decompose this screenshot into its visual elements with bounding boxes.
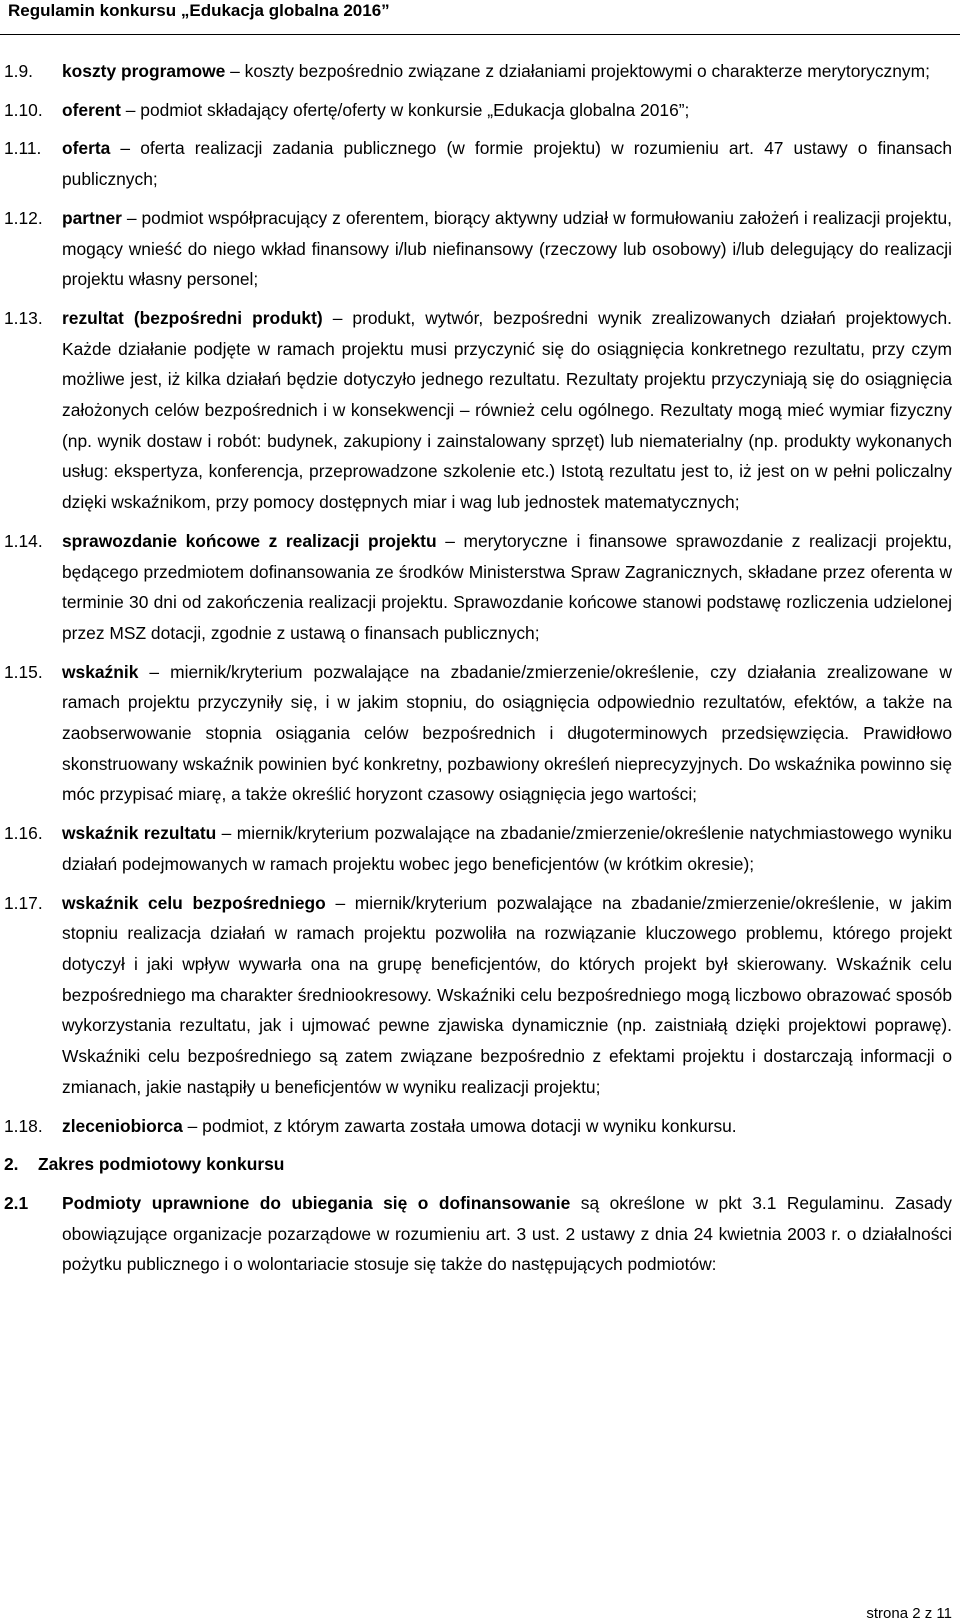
item-number: 1.10. <box>4 99 43 120</box>
term: rezultat (bezpośredni produkt) <box>62 307 323 328</box>
definition-1-14 <box>0 526 960 649</box>
item-number: 1.9. <box>4 61 34 81</box>
item-number: 2.1 <box>4 1192 29 1213</box>
definition-1-18 <box>0 1111 960 1142</box>
item-number: 1.12. <box>4 207 43 228</box>
term: oferent <box>62 99 121 120</box>
definition-text: – produkt, wytwór, bezpośredni wynik zrealizowanych działań projektowych. Każde działanie podjęte w ramach projektu musi przyczynić się do osiągnięcia konkretnego rezultatu, przy czym możliwe jest, iż kilka działań będzie dotyczyło jednego rezultatu. Rezultaty projektu przyczyniają się do osiągnięcia założonych celów bezpośrednich i w konsekwencji – również celu ogólnego. Rezultaty mogą mieć wymiar fizyczny (np. wynik dostaw i robót: budynek, zakupiony i zainstalowany sprzęt) lub niematerialny (np. produkty wykonanych usług: ekspertyza, konferencja, przeprowadzone szkolenie etc.) Istotą rezultatu jest to, iż jest on w pełni policzalny dzięki wskaźnikom, przy pomocy dostępnych miar i wag lub jednostek matematycznych; <box>62 307 952 513</box>
term: wskaźnik celu bezpośredniego <box>62 892 326 913</box>
item-number: 1.16. <box>4 823 43 844</box>
document-body <box>0 56 960 1288</box>
definition-1-12 <box>0 203 960 295</box>
definition-text: – koszty bezpośrednio związane z działaniami projektowymi o charakterze merytorycznym; <box>225 61 930 81</box>
definition-1-11 <box>0 133 960 194</box>
item-number: 1.17. <box>4 892 43 913</box>
term: koszty programowe <box>62 61 226 81</box>
definition-text: – podmiot współpracujący z oferentem, biorący aktywny udział w formułowaniu założeń i realizacji projektu, mogący wnieść do niego wkład finansowy i/lub niefinansowy (rzeczowy lub osobowy) i/lub delegujący do realizacji projektu własny personel; <box>62 207 952 290</box>
term: zleceniobiorca <box>62 1115 183 1136</box>
document-title: Regulamin konkursu „Edukacja globalna 2016” <box>8 1 390 20</box>
definition-text: – miernik/kryterium pozwalające na zbadanie/zmierzenie/określenie, czy działania zrealizowane w ramach projektu przyczyniły się, i w jakim stopniu, do osiągnięcia odpowiednio rezultatów, efektów, a także na zaobserwowanie stopnia osiągania celów bezpośrednich i długoterminowych przedsięwzięcia. Prawidłowo skonstruowany wskaźnik powinien być konkretny, pozbawiony określeń nieprecyzyjnych. Do wskaźnika powinno się móc przypisać miarę, a także określić horyzont czasowy osiągnięcia jego wartości; <box>62 661 952 805</box>
item-text: są określone w pkt 3.1 Regulaminu. Zasady obowiązujące organizacje pozarządowe w rozumieniu art. 3 ust. 2 ustawy z dnia 24 kwietnia 2003 r. o działalności pożytku publicznego i o wolontariacie stosuje się także do następujących podmiotów: <box>62 1192 952 1275</box>
page-number: strona 2 z 11 <box>866 1605 952 1622</box>
definition-text: – miernik/kryterium pozwalające na zbadanie/zmierzenie/określenie, w jakim stopniu realizacja działań w ramach projektu pozwoliła na rozwiązanie kluczowego problemu, którego projekt dotyczył i jaki wpływ wywarła ona na grupę beneficjentów, do których projekt był skierowany. Wskaźnik celu bezpośredniego ma charakter średniookresowy. Wskaźniki celu bezpośredniego mogą liczbowo obrazować sposób wykorzystania rezultatu, jak i ujmować pewne zjawiska dynamicznie (np. zaistniałą dzięki projektowi poprawę). Wskaźniki celu bezpośredniego są zatem związane bezpośrednio z efektami projektu i dostarczają informacji o zmianach, jakie nastąpiły u beneficjentów w wyniku realizacji projektu; <box>62 892 952 1097</box>
definition-text: – podmiot, z którym zawarta została umowa dotacji w wyniku konkursu. <box>182 1115 737 1136</box>
term: wskaźnik <box>62 661 139 682</box>
section-number: 2. <box>4 1154 19 1175</box>
page-header <box>0 0 960 35</box>
definition-1-10 <box>0 95 960 126</box>
definition-text: – miernik/kryterium pozwalające na zbadanie/zmierzenie/określenie natychmiastowego wyniku działań podejmowanych w ramach projektu wobec jego beneficjentów (w krótkim okresie); <box>62 823 952 874</box>
item-number: 1.18. <box>4 1115 43 1136</box>
definition-text: – podmiot składający ofertę/oferty w konkursie „Edukacja globalna 2016”; <box>120 99 690 120</box>
section-title: Zakres podmiotowy konkursu <box>38 1154 285 1175</box>
section-heading <box>0 1149 960 1180</box>
definition-1-17 <box>0 888 960 1103</box>
definition-1-15 <box>0 657 960 811</box>
definition-1-16 <box>0 818 960 879</box>
item-2-1 <box>0 1188 960 1280</box>
definition-1-13 <box>0 303 960 518</box>
item-number: 1.14. <box>4 530 43 551</box>
term: partner <box>62 207 122 228</box>
definition-text: – merytoryczne i finansowe sprawozdanie z realizacji projektu, będącego przedmiotem dofinansowania ze środków Ministerstwa Spraw Zagranicznych, składane przez oferenta w terminie 30 dni od zakończenia realizacji projektu. Sprawozdanie końcowe stanowi podstawę rozliczenia udzielonej przez MSZ dotacji, zgodnie z ustawą o finansach publicznych; <box>62 530 952 643</box>
term: wskaźnik rezultatu <box>62 823 217 844</box>
item-number: 1.13. <box>4 307 43 328</box>
term: sprawozdanie końcowe z realizacji projektu <box>62 530 437 551</box>
item-number: 1.15. <box>4 661 43 682</box>
item-number: 1.11. <box>4 138 42 159</box>
term: Podmioty uprawnione do ubiegania się o dofinansowanie <box>62 1192 571 1213</box>
definition-text: – oferta realizacji zadania publicznego (w formie projektu) w rozumieniu art. 47 ustawy o finansach publicznych; <box>62 138 952 190</box>
term: oferta <box>62 138 111 159</box>
definition-1-9 <box>0 56 960 87</box>
